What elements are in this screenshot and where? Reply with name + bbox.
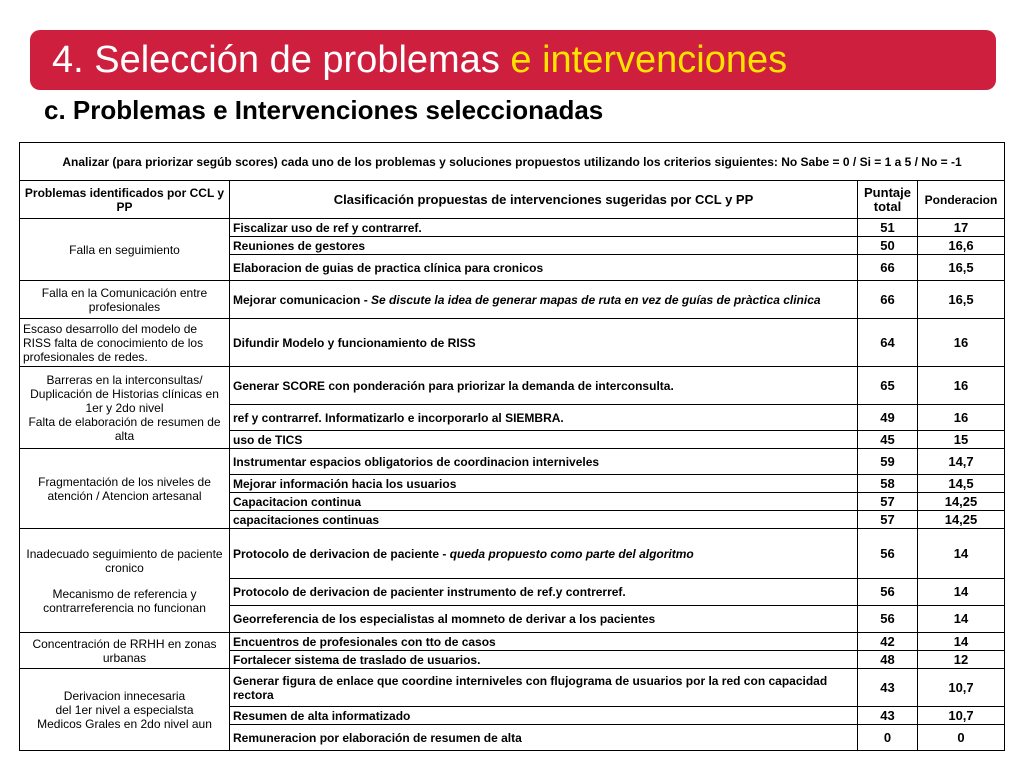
intervention-text: Mejorar comunicacion - [233, 292, 372, 307]
score-cell: 0 [858, 725, 918, 751]
intervention-cell: Instrumentar espacios obligatorios de coordinacion interniveles [230, 449, 858, 475]
weight-cell: 16 [918, 319, 1005, 367]
score-cell: 66 [858, 281, 918, 319]
problem-text: del 1er nivel a especialsta [55, 702, 194, 717]
score-cell: 57 [858, 511, 918, 529]
intervention-note: Se discute la idea de generar mapas de ruta en vez de guías de pràctica clinica [371, 292, 821, 307]
weight-cell: 12 [918, 651, 1005, 669]
weight-cell: 14,25 [918, 511, 1005, 529]
score-cell: 65 [858, 367, 918, 405]
header-row [20, 181, 1005, 219]
intervention-cell: Fortalecer sistema de traslado de usuarios. [230, 651, 858, 669]
problem-cell [20, 367, 230, 449]
intervention-cell: Elaboracion de guias de practica clínica para cronicos [230, 255, 858, 281]
score-cell: 42 [858, 633, 918, 651]
interventions-table [19, 142, 1005, 751]
intervention-cell: capacitaciones continuas [230, 511, 858, 529]
slide-title [52, 38, 787, 82]
problem-text: Inadecuado seguimiento de paciente cronico [26, 546, 223, 575]
score-cell: 64 [858, 319, 918, 367]
table-row [20, 319, 1005, 367]
weight-cell: 10,7 [918, 707, 1005, 725]
problem-cell [20, 529, 230, 633]
intervention-cell: Resumen de alta informatizado [230, 707, 858, 725]
intervention-cell: Georreferencia de los especialistas al momneto de derivar a los pacientes [230, 606, 858, 633]
weight-cell: 14 [918, 633, 1005, 651]
instruction-row [20, 143, 1005, 181]
intervention-cell [230, 529, 858, 579]
title-banner [30, 30, 996, 90]
score-cell: 45 [858, 431, 918, 449]
table-row [20, 219, 1005, 237]
instruction-cell: Analizar (para priorizar segúb scores) cada uno de los problemas y soluciones propuestos utilizando los criterios siguientes: No Sabe = 0 / Si = 1 a 5 / No = -1 [20, 143, 1005, 181]
intervention-note: queda propuesto como parte del algoritmo [449, 546, 694, 561]
intervention-cell: Generar figura de enlace que coordine interniveles con flujograma de usuarios por la red con capacidad rectora [230, 669, 858, 707]
score-cell: 58 [858, 475, 918, 493]
title-accent-text: e intervenciones [510, 39, 788, 81]
problem-cell: Concentración de RRHH en zonas urbanas [20, 633, 230, 669]
title-main-text: 4. Selección de problemas [52, 39, 511, 81]
intervention-cell: Remuneracion por elaboración de resumen de alta [230, 725, 858, 751]
score-cell: 56 [858, 579, 918, 606]
weight-cell: 16,5 [918, 255, 1005, 281]
score-cell: 50 [858, 237, 918, 255]
score-cell: 59 [858, 449, 918, 475]
intervention-text: Protocolo de derivacion de paciente - [233, 546, 450, 561]
weight-cell: 10,7 [918, 669, 1005, 707]
intervention-cell: Mejorar información hacia los usuarios [230, 475, 858, 493]
problem-text: Mecanismo de referencia y contrarreferencia no funcionan [43, 586, 206, 615]
intervention-cell: Generar SCORE con ponderación para priorizar la demanda de interconsulta. [230, 367, 858, 405]
header-score: Puntaje total [858, 181, 918, 219]
intervention-cell: Encuentros de profesionales con tto de casos [230, 633, 858, 651]
table-row [20, 281, 1005, 319]
score-cell: 57 [858, 493, 918, 511]
weight-cell: 15 [918, 431, 1005, 449]
score-cell: 43 [858, 707, 918, 725]
table-row [20, 367, 1005, 405]
intervention-cell: ref y contrarref. Informatizarlo e incorporarlo al SIEMBRA. [230, 405, 858, 431]
problem-cell: Fragmentación de los niveles de atención / Atencion artesanal [20, 449, 230, 529]
weight-cell: 14,25 [918, 493, 1005, 511]
weight-cell: 14 [918, 606, 1005, 633]
weight-cell: 17 [918, 219, 1005, 237]
table-row [20, 633, 1005, 651]
score-cell: 56 [858, 606, 918, 633]
problem-text: Barreras en la interconsultas/ Duplicación de Historias clínicas en 1er y 2do nivel [30, 372, 219, 415]
table-row [20, 449, 1005, 475]
score-cell: 51 [858, 219, 918, 237]
problem-text: Medicos Grales en 2do nivel aun [37, 716, 212, 731]
weight-cell: 14 [918, 529, 1005, 579]
problem-cell [20, 669, 230, 751]
problem-cell: Falla en la Comunicación entre profesionales [20, 281, 230, 319]
problem-cell: Falla en seguimiento [20, 219, 230, 281]
problem-cell: Escaso desarrollo del modelo de RISS falta de conocimiento de los profesionales de redes. [20, 319, 230, 367]
header-intervention: Clasificación propuestas de intervenciones sugeridas por CCL y PP [230, 181, 858, 219]
intervention-cell: Protocolo de derivacion de pacienter instrumento de ref.y contrerref. [230, 579, 858, 606]
score-cell: 49 [858, 405, 918, 431]
table-row [20, 669, 1005, 707]
score-cell: 66 [858, 255, 918, 281]
score-cell: 56 [858, 529, 918, 579]
intervention-cell: Fiscalizar uso de ref y contrarref. [230, 219, 858, 237]
weight-cell: 16 [918, 367, 1005, 405]
table-row [20, 529, 1005, 579]
header-weight: Ponderacion [918, 181, 1005, 219]
weight-cell: 16,6 [918, 237, 1005, 255]
weight-cell: 14 [918, 579, 1005, 606]
weight-cell: 14,5 [918, 475, 1005, 493]
intervention-cell: Capacitacion continua [230, 493, 858, 511]
weight-cell: 0 [918, 725, 1005, 751]
weight-cell: 14,7 [918, 449, 1005, 475]
score-cell: 43 [858, 669, 918, 707]
slide-subtitle: c. Problemas e Intervenciones seleccionadas [44, 95, 604, 125]
weight-cell: 16,5 [918, 281, 1005, 319]
intervention-cell: uso de TICS [230, 431, 858, 449]
score-cell: 48 [858, 651, 918, 669]
problem-text: Falta de elaboración de resumen de alta [28, 414, 221, 443]
intervention-cell: Reuniones de gestores [230, 237, 858, 255]
header-problem: Problemas identificados por CCL y PP [20, 181, 230, 219]
intervention-cell: Difundir Modelo y funcionamiento de RISS [230, 319, 858, 367]
weight-cell: 16 [918, 405, 1005, 431]
intervention-cell [230, 281, 858, 319]
problem-text: Derivacion innecesaria [63, 688, 186, 703]
